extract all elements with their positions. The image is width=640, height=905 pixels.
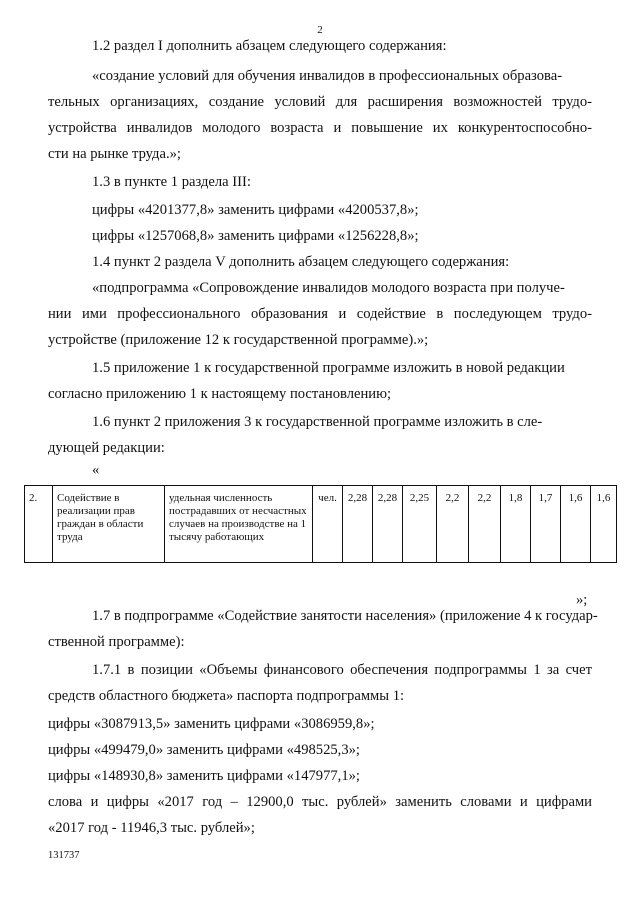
cell-value: 1,6 (561, 486, 591, 563)
cell-name: Содействие в реализации прав граждан в области труда (53, 486, 165, 563)
paragraph-line: «создание условий для обучения инвалидов в профессиональных образова- (92, 68, 563, 84)
cell-value: 2,28 (373, 486, 403, 563)
footer-code: 131737 (48, 850, 80, 861)
cell-indicator: удельная численность пострадавших от несчастных случаев на производстве на 1 тысячу работающих (165, 486, 313, 563)
paragraph-line: 1.2 раздел I дополнить абзацем следующего содержания: (92, 38, 447, 54)
paragraph-line: 1.4 пункт 2 раздела V дополнить абзацем следующего содержания: (92, 254, 510, 270)
paragraph-line: 1.7.1 в позиции «Объемы финансового обеспечения подпрограммы 1 за счет (92, 662, 592, 678)
indicator-table (24, 485, 617, 563)
paragraph-line: нии ими профессионального образования и содействие в последующем трудо- (48, 306, 592, 322)
paragraph-line: цифры «4201377,8» заменить цифрами «4200537,8»; (92, 202, 419, 218)
cell-value: 1,7 (531, 486, 561, 563)
cell-unit: чел. (313, 486, 343, 563)
paragraph-line: устройства инвалидов молодого возраста и повышение их конкурентоспособно- (48, 120, 592, 136)
paragraph-line: «подпрограмма «Сопровождение инвалидов молодого возраста при получе- (92, 280, 565, 296)
paragraph-line: согласно приложению 1 к настоящему постановлению; (48, 386, 392, 402)
quote-open: « (92, 462, 100, 478)
paragraph-line: цифры «1257068,8» заменить цифрами «1256228,8»; (92, 228, 419, 244)
paragraph-line: «2017 год - 11946,3 тыс. рублей»; (48, 820, 255, 836)
paragraph-line: устройстве (приложение 12 к государственной программе).»; (48, 332, 429, 348)
paragraph-line: слова и цифры «2017 год – 12900,0 тыс. рублей» заменить словами и цифрами (48, 794, 592, 810)
paragraph-line: дующей редакции: (48, 440, 165, 456)
cell-value: 2,28 (343, 486, 373, 563)
paragraph-line: 1.7 в подпрограмме «Содействие занятости населения» (приложение 4 к государ- (92, 608, 598, 624)
paragraph-line: цифры «3087913,5» заменить цифрами «3086959,8»; (48, 716, 375, 732)
cell-value: 1,8 (501, 486, 531, 563)
paragraph-line: 1.6 пункт 2 приложения 3 к государственной программе изложить в сле- (92, 414, 543, 430)
page-number: 2 (317, 24, 323, 36)
cell-value: 1,6 (591, 486, 617, 563)
cell-value: 2,2 (469, 486, 501, 563)
paragraph-line: тельных организациях, создание условий для расширения возможностей трудо- (48, 94, 592, 110)
paragraph-line: цифры «499479,0» заменить цифрами «498525,3»; (48, 742, 360, 758)
cell-value: 2,25 (403, 486, 437, 563)
paragraph-line: сти на рынке труда.»; (48, 146, 181, 162)
paragraph-line: цифры «148930,8» заменить цифрами «147977,1»; (48, 768, 360, 784)
cell-value: 2,2 (437, 486, 469, 563)
paragraph-line: ственной программе): (48, 634, 185, 650)
cell-row-number: 2. (25, 486, 53, 563)
paragraph-line: 1.5 приложение 1 к государственной программе изложить в новой редакции (92, 360, 565, 376)
paragraph-line: 1.3 в пункте 1 раздела III: (92, 174, 251, 190)
table-row (25, 486, 617, 563)
quote-close: »; (576, 592, 588, 608)
paragraph-line: средств областного бюджета» паспорта подпрограммы 1: (48, 688, 405, 704)
